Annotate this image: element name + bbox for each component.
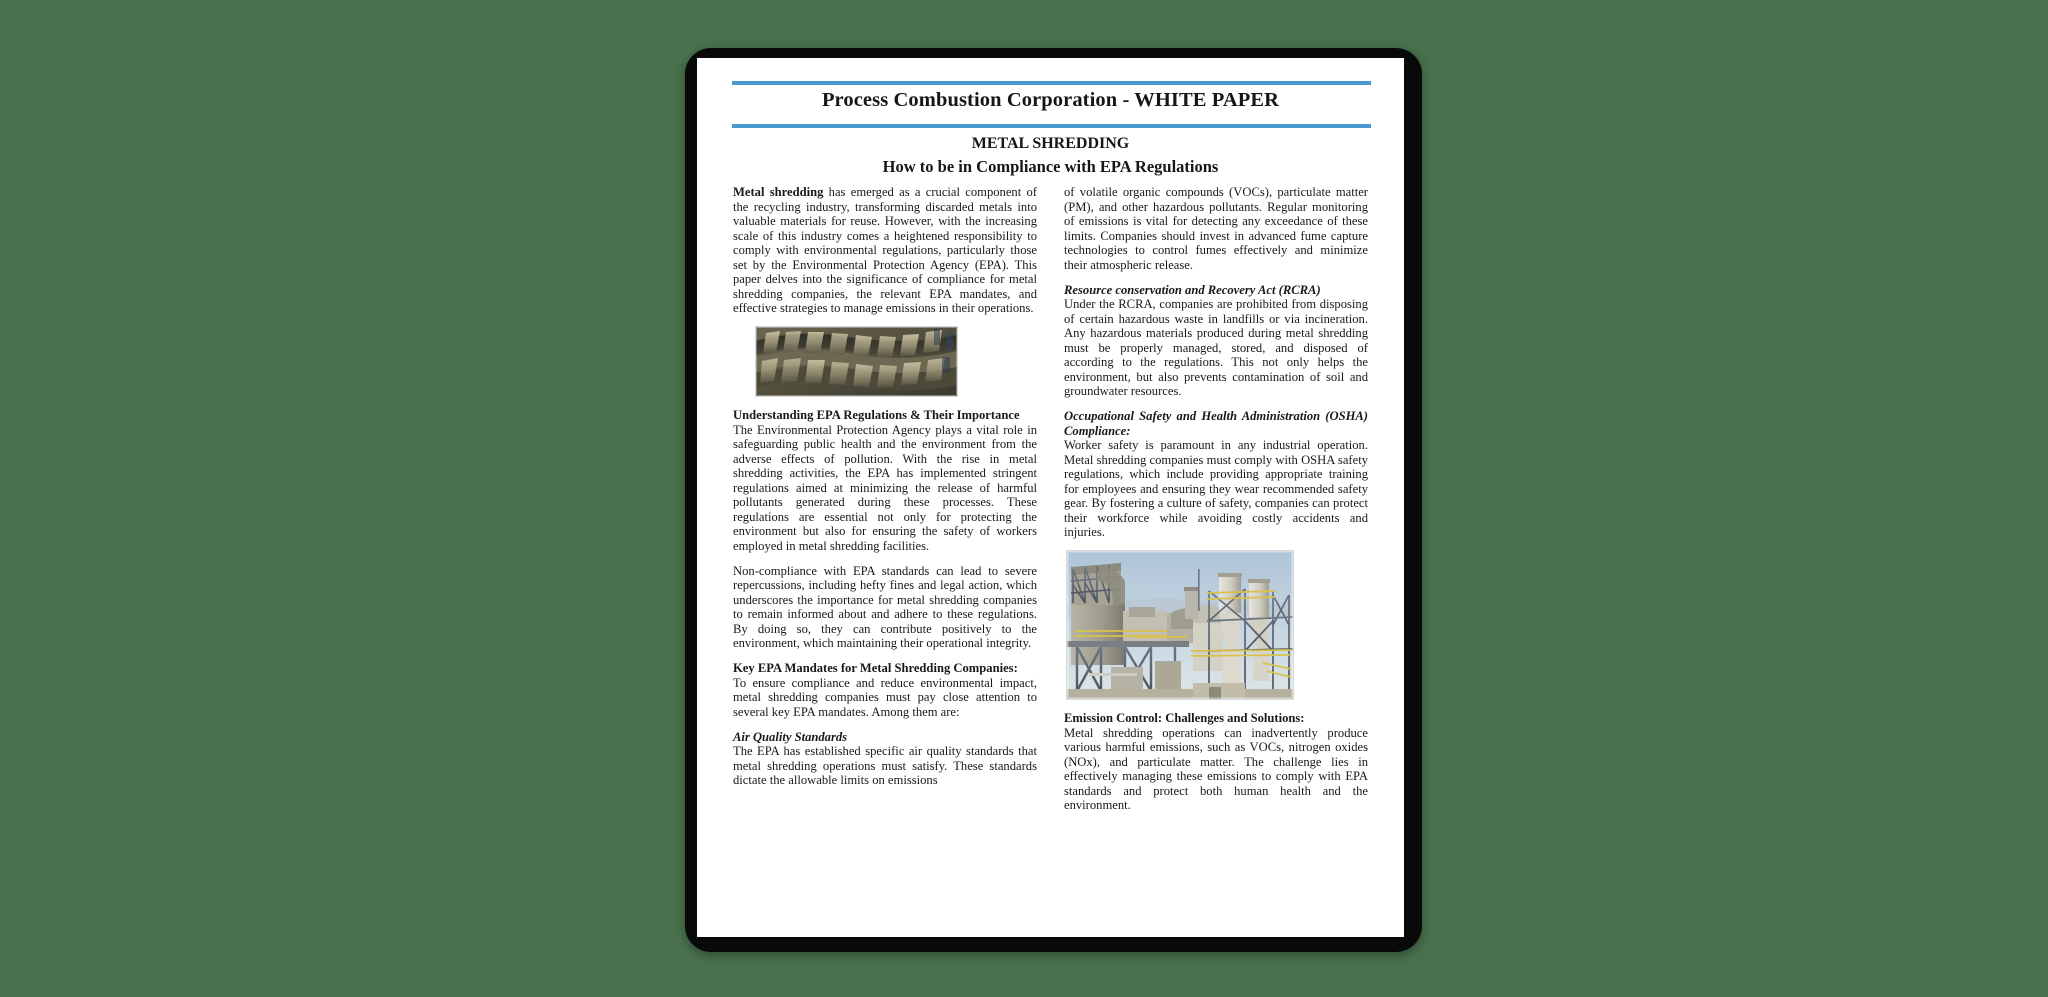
intro-body-text: has emerged as a crucial component of the recycling industry, transforming discarded metals into valuable materials for reuse. However, with the increasing scale of this industry comes a heightened responsibility to comply with environmental regulations, particularly those set by the Environmental Protection Agency (EPA). This paper delves into the significance of compliance for metal shredding companies, the relevant EPA mandates, and effective strategies to manage emissions in their operations.	[733, 185, 1037, 315]
left-text-column	[733, 185, 1037, 788]
subject-title: METAL SHREDDING	[971, 135, 1130, 152]
paragraph-osha	[1064, 409, 1368, 540]
body-understanding-epa: The Environmental Protection Agency plays a vital role in safeguarding public health and the environment from the adverse effects of pollution. With the rise in metal shredding activities, the EPA has implemented stringent regulations aimed at minimizing the release of harmful pollutants generated during these processes. These regulations are essential not only for protecting the environment but also for ensuring the safety of workers employed in metal shredding facilities.	[733, 422, 1037, 553]
shredder-rotor-photo	[755, 326, 958, 397]
intro-lead-phrase: Metal shredding	[733, 185, 824, 199]
industrial-plant-illustration	[1067, 551, 1293, 699]
page-title: Process Combustion Corporation - WHITE PAPER	[821, 89, 1280, 111]
body-air-quality-standards: The EPA has established specific air quality standards that metal shredding operations must satisfy. These standards dictate the allowable limits on emissions	[733, 744, 1037, 787]
heading-osha: Occupational Safety and Health Administration (OSHA) Compliance:	[1064, 409, 1368, 438]
body-rcra: Under the RCRA, companies are prohibited from disposing of certain hazardous waste in landfills or via incineration. Any hazardous materials produced during metal shredding must be properly managed, stored, and disposed of according to the regulations. This not only helps the environment, but also prevents contamination of soil and groundwater resources.	[1064, 297, 1368, 398]
heading-emission-control: Emission Control: Challenges and Solutions:	[1064, 711, 1305, 725]
shredder-rotor-illustration	[756, 327, 957, 396]
paragraph-rcra	[1064, 283, 1368, 399]
body-osha: Worker safety is paramount in any industrial operation. Metal shredding companies must comply with OSHA safety regulations, which include providing appropriate training for employees and ensuring they wear recommended safety gear. By fostering a culture of safety, companies can protect their workforce while avoiding costly accidents and injuries.	[1064, 438, 1368, 539]
body-key-mandates: To ensure compliance and reduce environmental impact, metal shredding companies must pay close attention to several key EPA mandates. Among them are:	[733, 675, 1037, 719]
industrial-plant-photo	[1066, 550, 1294, 700]
paragraph-understanding-epa	[733, 408, 1037, 553]
paragraph-air-quality	[733, 730, 1037, 788]
heading-understanding-epa: Understanding EPA Regulations & Their Importance	[733, 408, 1020, 422]
header-rule-bottom	[732, 124, 1371, 128]
subject-subtitle: How to be in Compliance with EPA Regulations	[882, 157, 1219, 176]
heading-air-quality-standards: Air Quality Standards	[733, 729, 848, 744]
heading-rcra: Resource conservation and Recovery Act (RCRA)	[1064, 282, 1321, 297]
header-rule-top	[732, 81, 1371, 85]
white-paper-page	[697, 58, 1404, 937]
heading-key-mandates: Key EPA Mandates for Metal Shredding Companies:	[733, 661, 1018, 675]
paragraph-emission-control	[1064, 711, 1368, 813]
right-text-column	[1064, 185, 1368, 813]
paragraph-noncompliance: Non-compliance with EPA standards can lead to severe repercussions, including hefty fines and legal action, which underscores the importance for metal shredding companies to remain informed about and adhere to these regulations. By doing so, they can contribute positively to the environment, which maintaining their operational integrity.	[733, 563, 1037, 650]
paragraph-key-mandates	[733, 661, 1037, 719]
paragraph-intro	[733, 185, 1037, 316]
paragraph-air-quality-continued: of volatile organic compounds (VOCs), particulate matter (PM), and other hazardous pollutants. Regular monitoring of emissions is vital for detecting any exceedance of these limits. Companies should invest in advanced fume capture technologies to control fumes effectively and minimize their atmospheric release.	[1064, 185, 1368, 272]
body-emission-control: Metal shredding operations can inadvertently produce various harmful emissions, such as VOCs, nitrogen oxides (NOx), and particulate matter. The challenge lies in effectively managing these emissions to comply with EPA standards and protect both human health and the environment.	[1064, 725, 1368, 812]
